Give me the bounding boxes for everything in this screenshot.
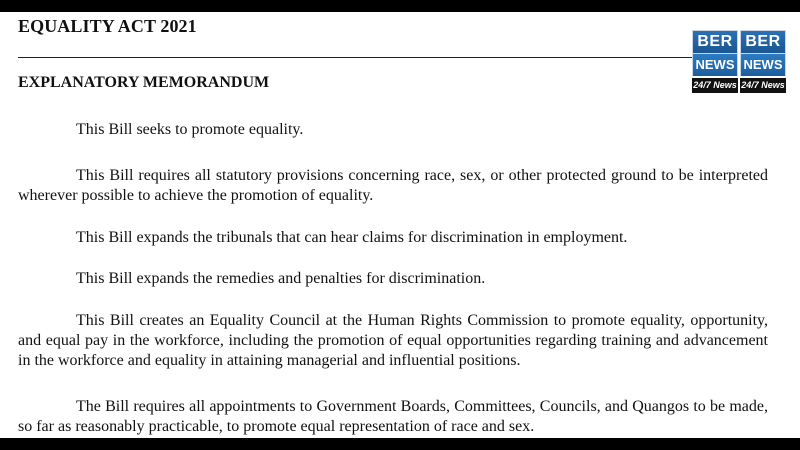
logo-tagline: 24/7 News: [740, 78, 786, 93]
logo-news-text: NEWS: [692, 54, 738, 76]
title-rule: [18, 57, 695, 58]
paragraph: This Bill seeks to promote equality.: [76, 121, 304, 138]
paragraph: This Bill creates an Equality Council at the Human Rights Commission to promote equality, opportunity, and equal pay in the workforce, including the promotion of equal opportunities regarding training and advancement in the workforce and equality in attaining managerial and influential positions.: [18, 312, 768, 369]
paragraph: This Bill expands the remedies and penalties for discrimination.: [76, 270, 486, 287]
logo-ber-text: BER: [692, 30, 738, 54]
act-title: EQUALITY ACT 2021: [18, 16, 197, 36]
logo-news-text: NEWS: [740, 54, 786, 76]
paragraph: This Bill expands the tribunals that can hear claims for discrimination in employment.: [76, 229, 628, 246]
bernews-logo: [692, 30, 738, 106]
bernews-logo: [740, 30, 786, 106]
logo-tagline: 24/7 News: [692, 78, 738, 93]
paragraph: The Bill requires all appointments to Government Boards, Committees, Councils, and Quangos to be made, so far as reasonably practicable, to promote equal representation of race and sex.: [18, 398, 768, 435]
memorandum-heading: EXPLANATORY MEMORANDUM: [18, 74, 270, 91]
logo-ber-text: BER: [740, 30, 786, 54]
paragraph: This Bill requires all statutory provisions concerning race, sex, or other protected ground to be interpreted wherever possible to achieve the promotion of equality.: [18, 167, 768, 204]
document-page: [0, 12, 800, 438]
